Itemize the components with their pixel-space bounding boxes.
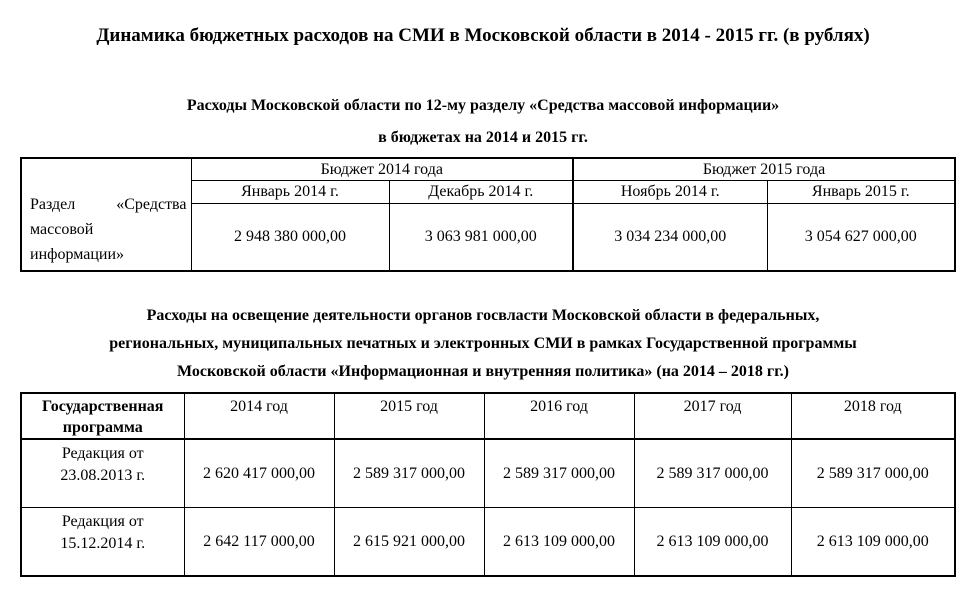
amount-cell-2015: 2 589 317 000,00 <box>334 439 484 508</box>
budget-table-group-header-row <box>21 158 955 181</box>
page-title: Динамика бюджетных расходов на СМИ в Московской области в 2014 - 2015 гг. (в рублях) <box>96 25 870 46</box>
col-header-jan-2015: Январь 2015 г. <box>767 181 955 204</box>
program-table <box>20 392 956 577</box>
row-label-line-1: Раздел «Средства <box>30 196 187 213</box>
group-header-budget-2015: Бюджет 2015 года <box>573 158 955 181</box>
amount-cell-2016: 2 589 317 000,00 <box>484 439 634 508</box>
value-cell-nov-2014: 3 034 234 000,00 <box>573 204 767 272</box>
value-cell-dec-2014: 3 063 981 000,00 <box>389 204 573 272</box>
budget-table <box>20 157 956 272</box>
revision-label-cell: Редакция от 23.08.2013 г. <box>21 439 184 508</box>
amount-cell-2018: 2 613 109 000,00 <box>791 508 955 577</box>
amount-cell-2016: 2 613 109 000,00 <box>484 508 634 577</box>
year-header-2015: 2015 год <box>334 393 484 439</box>
col-header-dec-2014: Декабрь 2014 г. <box>389 181 573 204</box>
row-label-line-3: информации» <box>30 246 125 263</box>
amount-cell-2015: 2 615 921 000,00 <box>334 508 484 577</box>
group-header-budget-2014: Бюджет 2014 года <box>191 158 573 181</box>
value-cell-jan-2014: 2 948 380 000,00 <box>191 204 389 272</box>
year-header-2018: 2018 год <box>791 393 955 439</box>
row-label-line-2: массовой <box>30 221 94 238</box>
amount-cell-2014: 2 620 417 000,00 <box>184 439 334 508</box>
amount-cell-2017: 2 613 109 000,00 <box>634 508 791 577</box>
program-caption-line-2: региональных, муниципальных печатных и электронных СМИ в рамках Государственной программы <box>109 335 857 352</box>
program-caption-line-3: Московской области «Информационная и внутренняя политика» (на 2014 – 2018 гг.) <box>177 363 789 380</box>
col-header-jan-2014: Январь 2014 г. <box>191 181 389 204</box>
amount-cell-2018: 2 589 317 000,00 <box>791 439 955 508</box>
program-table-row-revision-2013 <box>21 439 955 508</box>
program-table-row-revision-2014 <box>21 508 955 577</box>
table1-caption-line-2: в бюджетах на 2014 и 2015 гг. <box>378 129 588 146</box>
year-header-2017: 2017 год <box>634 393 791 439</box>
program-header-cell: Государственная программа <box>21 393 184 439</box>
value-cell-jan-2015: 3 054 627 000,00 <box>767 204 955 272</box>
col-header-nov-2014: Ноябрь 2014 г. <box>573 181 767 204</box>
program-table-header-row <box>21 393 955 439</box>
table1-caption-line-1: Расходы Московской области по 12-му разделу «Средства массовой информации» <box>186 97 780 114</box>
amount-cell-2017: 2 589 317 000,00 <box>634 439 791 508</box>
row-label-cell <box>21 158 191 271</box>
year-header-2016: 2016 год <box>484 393 634 439</box>
year-header-2014: 2014 год <box>184 393 334 439</box>
program-caption <box>20 302 946 386</box>
amount-cell-2014: 2 642 117 000,00 <box>184 508 334 577</box>
program-caption-line-1: Расходы на освещение деятельности органов госвласти Московской области в федеральных, <box>146 307 820 324</box>
document-page <box>0 24 966 614</box>
revision-label-cell: Редакция от 15.12.2014 г. <box>21 508 184 577</box>
